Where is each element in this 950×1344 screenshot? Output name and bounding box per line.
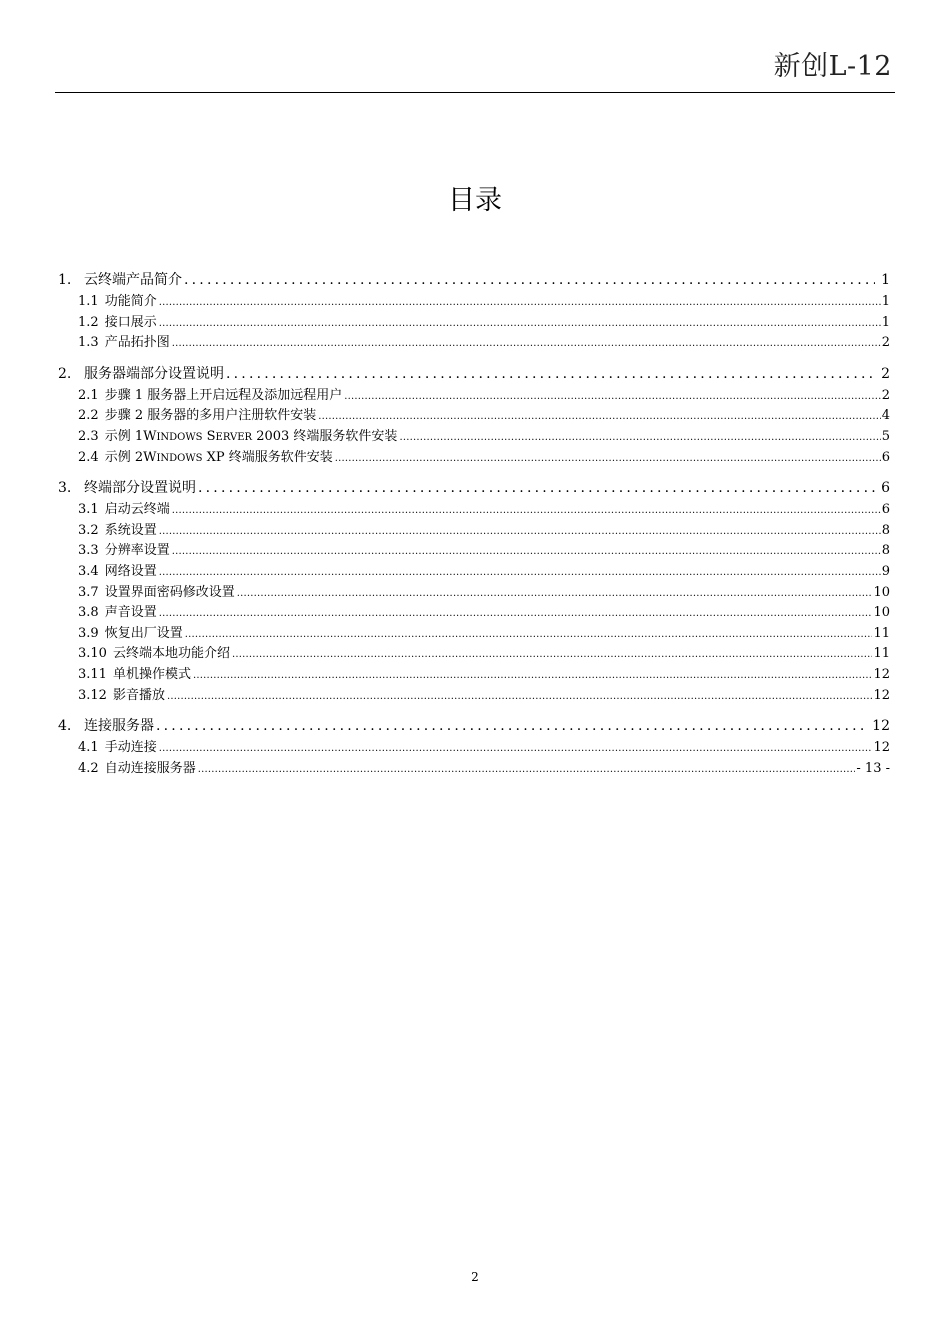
toc-dot-leader — [316, 407, 880, 428]
toc-dot-leader — [157, 293, 881, 314]
toc-item-4-1[interactable] — [58, 738, 890, 759]
toc-item-3-9[interactable] — [58, 624, 890, 645]
toc-number: 2. — [58, 365, 72, 382]
toc-title: 手动连接 — [104, 740, 157, 756]
toc-title: 步骤 2 服务器的多用户注册软件安装 — [104, 408, 317, 424]
toc-page: 8 — [881, 543, 890, 559]
toc-page: - 13 - — [856, 760, 890, 776]
toc-dot-leader — [182, 268, 875, 292]
toc-number: 4.2 — [78, 760, 99, 776]
toc-item-3-2[interactable] — [58, 521, 890, 542]
toc-item-1-3[interactable] — [58, 333, 890, 354]
toc-item-3-8[interactable] — [58, 603, 890, 624]
toc-title: 恢复出厂设置 — [104, 625, 183, 641]
toc-page: 11 — [873, 625, 890, 641]
toc-page: 10 — [873, 584, 890, 600]
toc-number: 3. — [58, 480, 72, 497]
toc-dot-leader — [342, 387, 880, 408]
toc-dot-leader — [235, 584, 873, 605]
toc-title: 接口展示 — [104, 314, 157, 330]
toc-page: 4 — [881, 408, 890, 424]
toc-page: 1 — [881, 272, 890, 288]
toc-page: 8 — [881, 522, 890, 538]
toc-item-2-1[interactable] — [58, 386, 890, 407]
toc-title: 自动连接服务器 — [104, 760, 196, 776]
toc-item-3-4[interactable] — [58, 562, 890, 583]
toc-item-3-12[interactable] — [58, 686, 890, 707]
toc-title: 云终端产品简介 — [84, 272, 182, 288]
toc-dot-leader — [170, 334, 881, 355]
toc-dot-leader — [157, 563, 881, 584]
toc-number: 4. — [58, 718, 72, 735]
toc-item-2-2[interactable] — [58, 406, 890, 427]
toc-title: 服务器端部分设置说明 — [84, 365, 224, 382]
toc-page: 9 — [881, 563, 890, 579]
toc-page: 6 — [881, 480, 890, 497]
toc-dot-leader — [183, 625, 873, 646]
toc-item-3-7[interactable] — [58, 583, 890, 604]
toc-page: 10 — [873, 605, 890, 621]
toc-title: 产品拓扑图 — [104, 335, 170, 351]
toc-page: 1 — [881, 294, 890, 309]
toc-number: 3.12 — [78, 687, 107, 703]
toc-section-2[interactable] — [58, 362, 890, 386]
toc-dot-leader — [196, 476, 875, 500]
toc-page: 12 — [873, 740, 890, 756]
toc-number: 4.1 — [78, 740, 99, 756]
toc-number: 3.10 — [78, 646, 107, 662]
toc-number: 3.11 — [78, 666, 107, 682]
toc-title: 设置界面密码修改设置 — [104, 584, 235, 600]
toc-section-1[interactable] — [58, 268, 890, 292]
toc-dot-leader — [154, 714, 866, 738]
toc-number: 3.1 — [78, 502, 99, 518]
toc-number: 2.3 — [78, 428, 99, 444]
table-of-contents — [58, 268, 890, 779]
toc-dot-leader — [196, 760, 856, 781]
toc-number: 2.1 — [78, 387, 99, 403]
toc-dot-leader — [224, 362, 875, 386]
toc-dot-leader — [157, 314, 881, 335]
toc-title: 步骤 1 服务器上开启远程及添加远程用户 — [104, 387, 343, 403]
toc-title: 示例 1WINDOWS SERVER 2003 终端服务软件安装 — [104, 428, 398, 444]
toc-page: 12 — [872, 718, 890, 735]
toc-dot-leader — [230, 645, 872, 666]
toc-page: 2 — [881, 365, 890, 382]
toc-item-4-2[interactable] — [58, 759, 890, 780]
header-divider — [55, 92, 895, 93]
toc-number: 3.2 — [78, 522, 99, 538]
toc-dot-leader — [397, 428, 880, 449]
toc-number: 1.1 — [78, 294, 99, 309]
toc-title: 连接服务器 — [84, 718, 154, 735]
toc-title: 声音设置 — [104, 605, 157, 621]
page-title: 目录 — [448, 185, 502, 217]
toc-dot-leader — [165, 687, 872, 708]
toc-item-3-11[interactable] — [58, 665, 890, 686]
toc-number: 3.9 — [78, 625, 99, 641]
toc-dot-leader — [170, 542, 881, 563]
toc-item-1-1[interactable] — [58, 292, 890, 313]
toc-page: 1 — [881, 314, 890, 330]
toc-title: 功能简介 — [104, 294, 157, 309]
toc-title: 单机操作模式 — [112, 666, 191, 682]
toc-item-3-1[interactable] — [58, 500, 890, 521]
toc-page: 2 — [881, 335, 890, 351]
toc-title: 终端部分设置说明 — [84, 480, 196, 497]
toc-page: 5 — [881, 428, 890, 444]
toc-page: 12 — [873, 687, 890, 703]
toc-number: 2.4 — [78, 449, 99, 465]
toc-number: 1.2 — [78, 314, 99, 330]
toc-item-2-3[interactable] — [58, 427, 890, 448]
toc-item-1-2[interactable] — [58, 313, 890, 334]
page-number: 2 — [471, 1270, 479, 1284]
toc-dot-leader — [157, 604, 873, 625]
toc-dot-leader — [157, 522, 881, 543]
toc-page: 11 — [873, 646, 890, 662]
toc-section-3[interactable] — [58, 476, 890, 500]
toc-title: 云终端本地功能介绍 — [112, 646, 230, 662]
header-title: 新创L-12 — [773, 51, 892, 82]
toc-number: 1. — [58, 272, 72, 288]
toc-page: 6 — [881, 449, 890, 465]
toc-number: 3.7 — [78, 584, 99, 600]
toc-dot-leader — [157, 739, 873, 760]
toc-dot-leader — [170, 501, 881, 522]
toc-title: 网络设置 — [104, 563, 157, 579]
toc-title: 分辨率设置 — [104, 543, 170, 559]
toc-page: 2 — [881, 387, 890, 403]
toc-item-3-3[interactable] — [58, 541, 890, 562]
toc-section-4[interactable] — [58, 714, 890, 738]
toc-number: 3.3 — [78, 543, 99, 559]
toc-item-3-10[interactable] — [58, 644, 890, 665]
toc-page: 12 — [873, 666, 890, 682]
toc-dot-leader — [191, 666, 872, 687]
toc-title: 示例 2WINDOWS XP 终端服务软件安装 — [104, 449, 333, 465]
toc-title: 系统设置 — [104, 522, 157, 538]
toc-title: 启动云终端 — [104, 502, 170, 518]
toc-number: 3.4 — [78, 563, 99, 579]
toc-dot-leader — [333, 449, 881, 470]
toc-page: 6 — [881, 502, 890, 518]
toc-item-2-4[interactable] — [58, 448, 890, 469]
toc-title: 影音播放 — [112, 687, 165, 703]
toc-number: 2.2 — [78, 408, 99, 424]
toc-number: 1.3 — [78, 335, 99, 351]
toc-number: 3.8 — [78, 605, 99, 621]
